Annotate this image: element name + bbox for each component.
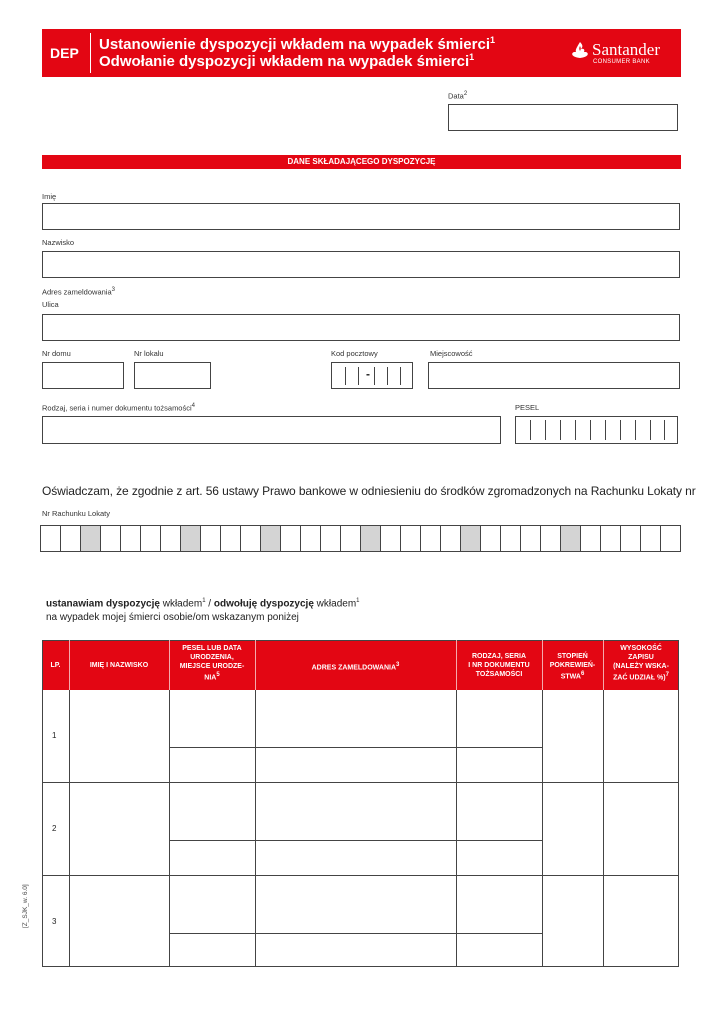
subrow-line [169, 840, 542, 841]
account-digit-cell [301, 526, 321, 551]
pesel-divider [575, 420, 576, 440]
city-field[interactable] [428, 362, 680, 389]
header-divider [90, 33, 91, 73]
house-number-field[interactable] [42, 362, 124, 389]
last-name-field[interactable] [42, 251, 680, 278]
form-version-code: [Z_SJK_w. 6.0] [22, 884, 29, 928]
title-revoke: Odwołanie dyspozycji wkładem na wypadek śmierci$^1$ [99, 52, 475, 70]
postal-divider [358, 367, 359, 385]
th-document: RODZAJ, SERIA I NR DOKUMENTU TOŻSAMOŚCI [468, 653, 530, 678]
account-digit-cell [641, 526, 661, 551]
th-separator [169, 640, 170, 690]
account-number-field[interactable] [40, 525, 681, 552]
pesel-divider [664, 420, 665, 440]
th-address: ADRES ZAMELDOWANIA$^3$ [311, 662, 400, 672]
account-label: Nr Rachunku Lokaty [42, 509, 110, 518]
flat-number-field[interactable] [134, 362, 211, 389]
postal-code-label: Kod pocztowy [331, 349, 378, 358]
beneficiary-3-name-cell[interactable] [69, 876, 169, 966]
beneficiary-1-name-cell[interactable] [69, 690, 169, 782]
account-digit-cell [581, 526, 601, 551]
col-line [255, 690, 256, 967]
id-document-field[interactable] [42, 416, 501, 444]
th-amount: WYSOKOŚĆ ZAPISU (NALEŻY WSKA- ZAĆ UDZIAŁ %)$^7$ [613, 645, 669, 682]
th-separator [69, 640, 70, 690]
th-separator [542, 640, 543, 690]
flat-number-label: Nr lokalu [134, 349, 164, 358]
postal-separator: - [366, 367, 370, 381]
account-digit-cell [161, 526, 181, 551]
address-label: Adres zameldowania$^3$ [42, 287, 115, 297]
pesel-divider [560, 420, 561, 440]
postal-divider [387, 367, 388, 385]
row-number: 2 [52, 824, 57, 833]
account-digit-cell [401, 526, 421, 551]
house-number-label: Nr domu [42, 349, 71, 358]
pesel-divider [650, 420, 651, 440]
postal-divider [400, 367, 401, 385]
account-digit-cell [561, 526, 581, 551]
last-name-label: Nazwisko [42, 238, 75, 247]
city-label: Miejscowość [430, 349, 473, 358]
pesel-divider [620, 420, 621, 440]
th-degree: STOPIEŃ POKREWIEŃ- STWA$^6$ [549, 653, 596, 681]
disposition-statement: ustanawiam dyspozycję wkładem$^1$ / odwołuję dyspozycję wkładem$^1$ [46, 598, 360, 610]
account-digit-cell [421, 526, 441, 551]
account-digit-cell [521, 526, 541, 551]
postal-code-field[interactable] [331, 362, 413, 389]
disposition-statement-line2: na wypadek mojej śmierci osobie/om wskazanym poniżej [46, 612, 299, 623]
account-digit-cell [281, 526, 301, 551]
account-digit-cell [381, 526, 401, 551]
th-separator [456, 640, 457, 690]
section-title: DANE SKŁADAJĄCEGO DYSPOZYCJĘ [287, 157, 436, 166]
account-digit-cell [501, 526, 521, 551]
beneficiary-2-name-cell[interactable] [69, 783, 169, 875]
pesel-divider [545, 420, 546, 440]
subrow-line [169, 747, 542, 748]
account-digit-cell [481, 526, 501, 551]
col-line [542, 690, 543, 967]
account-digit-cell [361, 526, 381, 551]
th-separator [603, 640, 604, 690]
subrow-line [169, 933, 542, 934]
pesel-divider [635, 420, 636, 440]
pesel-divider [590, 420, 591, 440]
brand-sub: CONSUMER BANK [593, 59, 650, 65]
form-code: DEP [50, 45, 79, 61]
pesel-label: PESEL [515, 403, 540, 412]
account-digit-cell [41, 526, 61, 551]
account-digit-cell [341, 526, 361, 551]
first-name-label: Imię [42, 192, 57, 201]
account-digit-cell [461, 526, 481, 551]
account-digit-cell [121, 526, 141, 551]
first-name-field[interactable] [42, 203, 680, 230]
account-digit-cell [241, 526, 261, 551]
title-establish: Ustanowienie dyspozycji wkładem na wypadek śmierci$^1$ [99, 35, 495, 53]
account-digit-cell [261, 526, 281, 551]
col-line [603, 690, 604, 967]
account-digit-cell [141, 526, 161, 551]
th-name: IMIĘ I NAZWISKO [89, 662, 149, 669]
account-digit-cell [601, 526, 621, 551]
col-line [456, 690, 457, 967]
account-digit-cell [101, 526, 121, 551]
account-digit-cell [221, 526, 241, 551]
santander-flame-icon [570, 41, 590, 59]
col-line [169, 690, 170, 967]
th-pesel: PESEL LUB DATA URODZENIA, MIEJSCE URODZE- NIA$^5$ [179, 645, 245, 682]
account-digit-cell [541, 526, 561, 551]
account-digit-cell [441, 526, 461, 551]
street-label: Ulica [42, 300, 59, 309]
pesel-divider [530, 420, 531, 440]
account-digit-cell [181, 526, 201, 551]
pesel-divider [605, 420, 606, 440]
declaration-text: Oświadczam, że zgodnie z art. 56 ustawy Prawo bankowe w odniesieniu do środków zgromadzonych na Rachunku Lokaty nr [42, 484, 696, 498]
account-digit-cell [621, 526, 641, 551]
row-number: 3 [52, 917, 57, 926]
date-field[interactable] [448, 104, 678, 131]
account-digit-cell [81, 526, 101, 551]
th-lp: LP. [50, 662, 61, 669]
postal-divider [374, 367, 375, 385]
account-digit-cell [321, 526, 341, 551]
postal-divider [345, 367, 346, 385]
date-label: Data$^2$ [448, 91, 468, 101]
account-digit-cell [201, 526, 221, 551]
th-separator [255, 640, 256, 690]
account-digit-cell [61, 526, 81, 551]
street-field[interactable] [42, 314, 680, 341]
brand-name: Santander [592, 40, 660, 59]
pesel-field[interactable] [515, 416, 678, 444]
id-document-label: Rodzaj, seria i numer dokumentu tożsamości$^4$ [42, 403, 195, 413]
row-number: 1 [52, 731, 57, 740]
